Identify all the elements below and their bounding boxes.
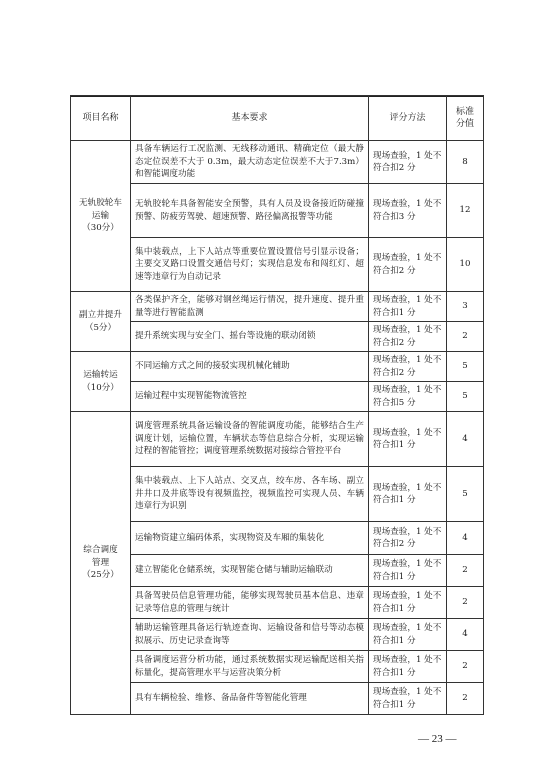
requirement-cell: 不同运输方式之间的接驳实现机械化辅助 xyxy=(131,352,369,382)
table-row xyxy=(71,238,484,292)
score-cell: 12 xyxy=(447,184,484,238)
score-cell: 2 xyxy=(447,683,484,715)
method-cell: 现场查验，1 处不符合扣1 分 xyxy=(369,619,447,651)
score-cell: 5 xyxy=(447,352,484,382)
table-row xyxy=(71,352,484,382)
method-cell: 现场查验，1 处不符合扣1 分 xyxy=(369,683,447,715)
header-score-line-2: 分值 xyxy=(455,119,474,129)
score-cell: 4 xyxy=(447,522,484,555)
score-cell: 8 xyxy=(447,141,484,184)
requirement-cell: 集中装载点，上下人站点等重要位置设置信号引显示设备；主要交叉路口设置交通信号灯；实现信息发布和闯红灯、超速等违章行为自动记录 xyxy=(131,238,369,292)
method-cell: 现场查验，1 处不符合扣1 分 xyxy=(369,467,447,522)
header-score-line-1: 标准 xyxy=(455,106,474,117)
table-row xyxy=(71,619,484,651)
requirement-cell: 集中装载点、上下人站点、交叉点，绞车房、各车场、副立井井口及井底等设有视频监控，视频监控可实现人员、车辆违章行为识别 xyxy=(131,467,369,522)
page-number: — 23 — xyxy=(418,733,457,745)
table-row xyxy=(71,467,484,522)
group-name-line: 管理 xyxy=(91,557,110,568)
group-name-line: 运输转运 xyxy=(83,370,118,380)
group-name-line: 副立井提升 xyxy=(79,310,122,320)
group-name-line: （25分） xyxy=(82,570,119,581)
requirement-cell: 调度管理系统具备运输设备的智能调度功能，能够结合生产调度计划，运输位置，车辆状态等信息综合分析，实现运输过程的智能管控；调度管理系统数据对接综合管控平台 xyxy=(131,412,369,467)
method-cell: 现场查验，1 处不符合扣1 分 xyxy=(369,651,447,683)
group-name-line: （10分） xyxy=(82,382,119,393)
method-cell: 现场查验，1 处不符合扣2 分 xyxy=(369,141,447,184)
requirement-cell: 具备车辆运行工况监测、无线移动通讯、精确定位（最大静态定位误差不大于 0.3m，最大动态定位误差不大于7.3m）和智能调度功能 xyxy=(131,141,369,184)
group-name-line: 综合调度 xyxy=(83,545,118,556)
table-row xyxy=(71,382,484,412)
table-row xyxy=(71,683,484,715)
table-row xyxy=(71,651,484,683)
table-row xyxy=(71,292,484,322)
method-cell: 现场查验，1 处不符合扣3 分 xyxy=(369,184,447,238)
requirement-cell: 运输过程中实现智能物流管控 xyxy=(131,382,369,412)
score-cell: 3 xyxy=(447,292,484,322)
score-cell: 2 xyxy=(447,651,484,683)
method-cell: 现场查验，1 处不符合扣2 分 xyxy=(369,522,447,555)
header-project: 项目名称 xyxy=(71,96,131,141)
requirement-cell: 运输物资建立编码体系，实现物资及车厢的集装化 xyxy=(131,522,369,555)
group-name-trackless-vehicle xyxy=(71,141,131,292)
header-requirement: 基本要求 xyxy=(131,96,369,141)
table-row xyxy=(71,555,484,587)
score-cell: 5 xyxy=(447,467,484,522)
requirement-cell: 辅助运输管理具备运行轨迹查询、运输设备和信号等动态模拟展示、历史记录查询等 xyxy=(131,619,369,651)
table-row xyxy=(71,322,484,352)
method-cell: 现场查验，1 处不符合扣5 分 xyxy=(369,382,447,412)
score-cell: 2 xyxy=(447,587,484,619)
group-name-auxiliary-shaft xyxy=(71,292,131,352)
method-cell: 现场查验，1 处不符合扣1 分 xyxy=(369,412,447,467)
requirement-cell: 各类保护齐全，能够对钢丝绳运行情况，提升速度、提升重量等进行智能监测 xyxy=(131,292,369,322)
score-cell: 5 xyxy=(447,382,484,412)
requirements-table xyxy=(70,95,484,715)
requirement-cell: 建立智能化仓储系统，实现智能仓储与辅助运输联动 xyxy=(131,555,369,587)
group-name-line: 无轨胶轮车 xyxy=(79,198,122,209)
score-cell: 10 xyxy=(447,238,484,292)
header-method: 评分方法 xyxy=(369,96,447,141)
table-row xyxy=(71,184,484,238)
table-row xyxy=(71,587,484,619)
table-header-row xyxy=(71,96,484,141)
requirement-cell: 具备驾驶员信息管理功能，能够实现驾驶员基本信息、违章记录等信息的管理与统计 xyxy=(131,587,369,619)
method-cell: 现场查验，1 处不符合扣2 分 xyxy=(369,322,447,352)
table-row xyxy=(71,141,484,184)
table-row xyxy=(71,522,484,555)
score-cell: 4 xyxy=(447,619,484,651)
group-name-transfer xyxy=(71,352,131,412)
requirement-cell: 提升系统实现与安全门、摇台等设施的联动闭锁 xyxy=(131,322,369,352)
requirement-cell: 具有车辆检验、维修、备品备件等智能化管理 xyxy=(131,683,369,715)
method-cell: 现场查验，1 处不符合扣1 分 xyxy=(369,587,447,619)
group-name-line: 运输 xyxy=(91,210,110,221)
method-cell: 现场查验，1 处不符合扣2 分 xyxy=(369,352,447,382)
requirement-cell: 无轨胶轮车具备智能安全预警，具有人员及设备接近防碰撞预警、防疲劳驾驶、超速预警、路径偏离报警等功能 xyxy=(131,184,369,238)
group-name-dispatch xyxy=(71,412,131,715)
method-cell: 现场查验，1 处不符合扣1 分 xyxy=(369,292,447,322)
header-score xyxy=(447,96,484,141)
score-cell: 2 xyxy=(447,322,484,352)
method-cell: 现场查验，1 处不符合扣1 分 xyxy=(369,555,447,587)
score-cell: 4 xyxy=(447,412,484,467)
group-name-line: （30分） xyxy=(82,223,119,234)
table-row xyxy=(71,412,484,467)
method-cell: 现场查验，1 处不符合扣2 分 xyxy=(369,238,447,292)
group-name-line: （5分） xyxy=(84,322,117,333)
requirement-cell: 具备调度运营分析功能，通过系统数据实现运输配送相关指标量化，提高管理水平与运营决策分析 xyxy=(131,651,369,683)
score-cell: 2 xyxy=(447,555,484,587)
